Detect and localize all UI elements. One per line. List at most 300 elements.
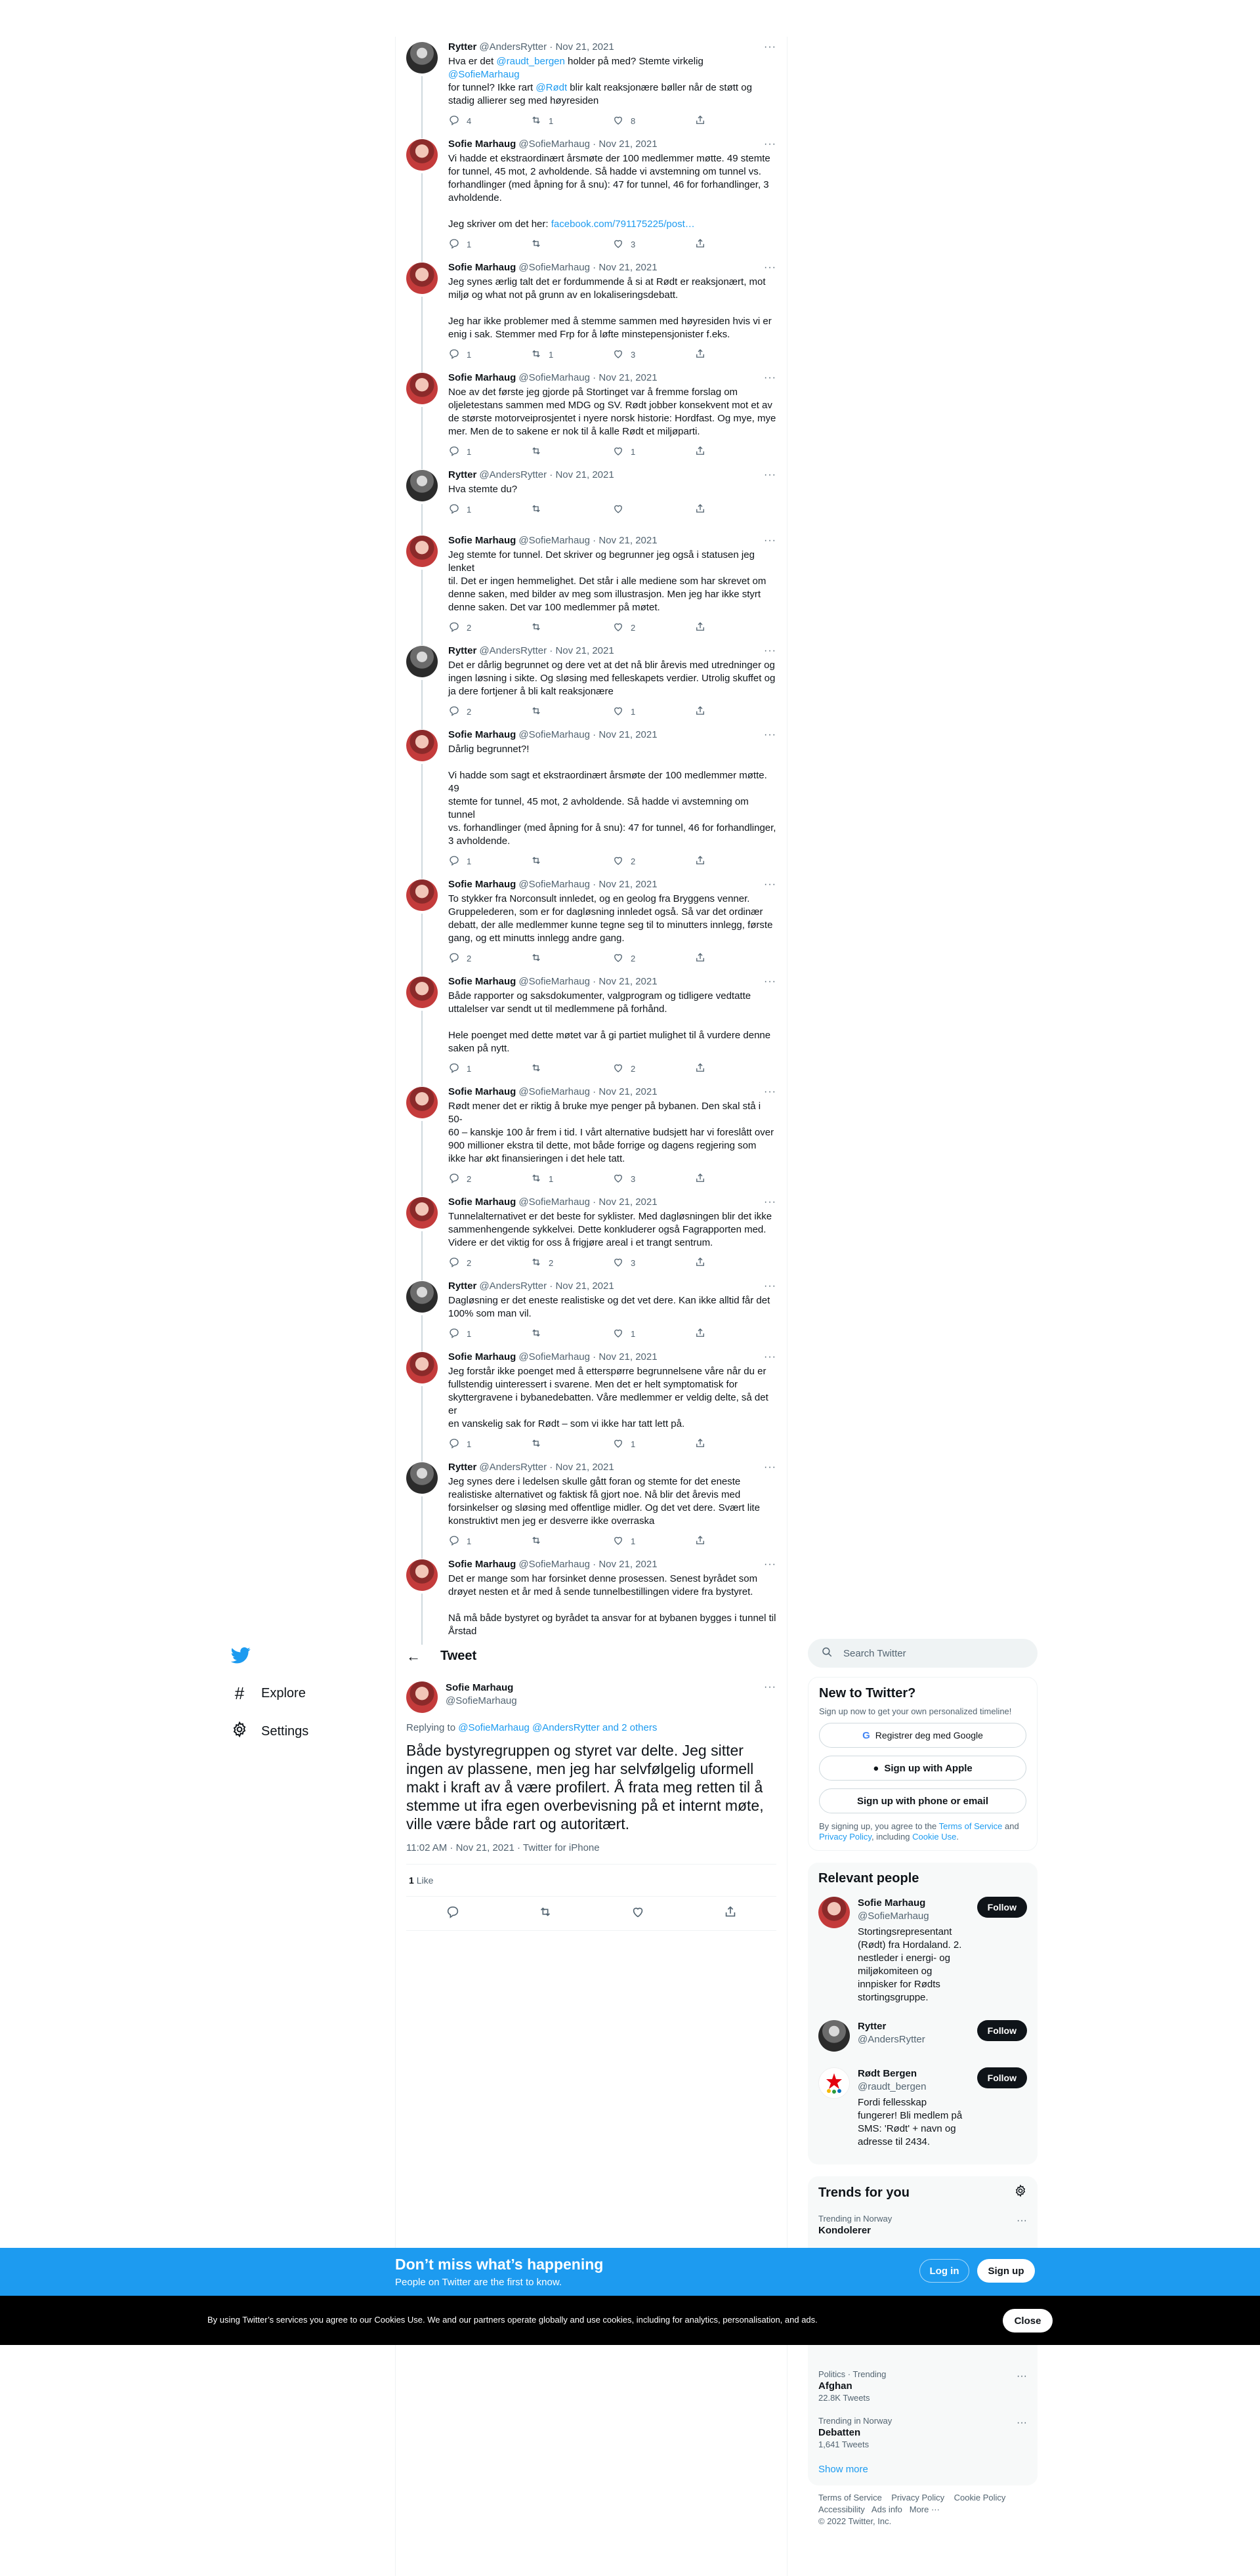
- like-icon: [612, 1062, 624, 1076]
- like-button[interactable]: 3: [612, 1172, 694, 1186]
- retweet-button[interactable]: [530, 503, 612, 517]
- retweet-button[interactable]: 1: [530, 114, 612, 128]
- tweet-date[interactable]: Nov 21, 2021: [555, 1462, 614, 1473]
- retweet-icon: [530, 1534, 542, 1548]
- tweet-header: [448, 1351, 776, 1364]
- reply-button[interactable]: 1: [448, 855, 530, 868]
- thread-tweet[interactable]: [396, 37, 787, 134]
- reply-button[interactable]: 1: [448, 503, 530, 517]
- share-icon: [694, 1534, 706, 1548]
- thread-tweet[interactable]: [396, 641, 787, 725]
- cookie-text: By using Twitter’s services you agree to our Cookies Use. We and our partners operate globally and use cookies, including for analytics, personalisation, and ads.: [207, 2315, 818, 2325]
- avatar[interactable]: [406, 1352, 438, 1383]
- author-name[interactable]: Sofie Marhaug: [448, 1351, 516, 1362]
- like-button[interactable]: 3: [612, 238, 694, 251]
- tweet-date[interactable]: Nov 21, 2021: [555, 41, 614, 53]
- mention-link[interactable]: facebook.com/791175225/post…: [551, 219, 695, 230]
- trend-item[interactable]: Trending in Norway Debatten 1,641 Tweets ···: [818, 2416, 1027, 2449]
- text-segment: Hva er det: [448, 56, 497, 67]
- author-handle[interactable]: @SofieMarhaug: [518, 879, 590, 890]
- avatar[interactable]: [818, 1897, 850, 1928]
- retweet-icon: [530, 238, 542, 251]
- avatar[interactable]: [406, 1462, 438, 1494]
- more-icon[interactable]: ···: [764, 976, 776, 987]
- text-segment: Jeg stemte for tunnel. Det skriver og begrunner jeg også i statusen jeg lenket til. Det er ingen hemmelighet. Det står i alle mediene som har skrevet om denne saken, med bilder av meg som illustrasjon. Men jeg har ikke styrt denne saken. Det var 100 medlemmer på møtet.: [448, 549, 766, 613]
- share-button[interactable]: [694, 855, 776, 868]
- tweet-actions: [448, 705, 776, 719]
- share-icon: [694, 1256, 706, 1270]
- like-button[interactable]: 2: [612, 1062, 694, 1076]
- author-name[interactable]: Sofie Marhaug: [448, 1196, 516, 1208]
- retweet-button[interactable]: [530, 238, 612, 251]
- like-button[interactable]: 1: [612, 445, 694, 459]
- author-handle[interactable]: @SofieMarhaug: [518, 138, 590, 150]
- thread-tweet[interactable]: [396, 1276, 787, 1347]
- google-icon: G: [862, 1729, 870, 1741]
- thread-connector: [421, 764, 423, 879]
- thread-tweet[interactable]: [396, 1347, 787, 1457]
- reply-icon: [448, 855, 460, 868]
- share-button[interactable]: [694, 445, 776, 459]
- like-icon: [612, 705, 624, 719]
- separator-dot: ·: [589, 1351, 599, 1362]
- reply-button[interactable]: 2: [448, 621, 530, 635]
- text-segment: blir kalt reaksjonære bøller når de støtt og stadig allierer seg med høyresiden: [448, 82, 752, 106]
- share-button[interactable]: [694, 705, 776, 719]
- like-button[interactable]: 2: [612, 952, 694, 965]
- tweet-date[interactable]: Nov 21, 2021: [555, 1280, 614, 1292]
- tweet-date[interactable]: Nov 21, 2021: [598, 138, 658, 150]
- like-button[interactable]: 1: [612, 1534, 694, 1548]
- author-name[interactable]: Sofie Marhaug: [448, 976, 516, 987]
- reply-button[interactable]: 4: [448, 114, 530, 128]
- thread-tweet[interactable]: [396, 1554, 787, 1645]
- retweet-button[interactable]: [530, 445, 612, 459]
- share-button[interactable]: [694, 114, 776, 128]
- share-button[interactable]: [694, 1437, 776, 1451]
- thread-connector: [421, 1231, 423, 1280]
- signup-card: [808, 1677, 1038, 1851]
- author-name[interactable]: Sofie Marhaug: [448, 1559, 516, 1570]
- avatar[interactable]: [406, 646, 438, 677]
- share-button[interactable]: [694, 503, 776, 517]
- text-segment: Både rapporter og saksdokumenter, valgprogram og tidligere vedtatte uttalelser var sendt ut til medlemmene på forhånd. Hele poenget med dette møtet var å gi partiet mulighet til å vurdere denne saken på nytt.: [448, 990, 771, 1054]
- rodt-logo-icon[interactable]: [818, 2067, 850, 2099]
- like-icon: [612, 1256, 624, 1270]
- avatar[interactable]: [406, 977, 438, 1008]
- trend-item[interactable]: Trending in Norway Kondolerer ···: [818, 2214, 1027, 2236]
- author-name[interactable]: Sofie Marhaug: [448, 138, 516, 150]
- thread-tweet[interactable]: [396, 725, 787, 874]
- trend-item[interactable]: Politics · Trending Afghan 22.8K Tweets ···: [818, 2369, 1027, 2403]
- like-icon: [612, 114, 624, 128]
- reply-button[interactable]: 1: [448, 1062, 530, 1076]
- avatar[interactable]: [406, 1281, 438, 1313]
- share-icon: [694, 238, 706, 251]
- avatar[interactable]: [406, 470, 438, 501]
- retweet-button[interactable]: 1: [530, 1172, 612, 1186]
- author-name[interactable]: Rytter: [448, 1280, 477, 1292]
- retweet-icon: [530, 952, 542, 965]
- tweet-text: [448, 1294, 776, 1320]
- author-name[interactable]: Sofie Marhaug: [446, 1682, 514, 1693]
- author-handle[interactable]: @SofieMarhaug: [518, 372, 590, 383]
- tweet-text: [448, 152, 776, 231]
- reply-button[interactable]: 1: [448, 238, 530, 251]
- tweet-text: [448, 386, 776, 438]
- more-icon[interactable]: ···: [764, 1681, 776, 1693]
- retweet-icon: [530, 1437, 542, 1451]
- reply-button[interactable]: 1: [448, 445, 530, 459]
- share-icon: [694, 503, 706, 517]
- avatar[interactable]: [406, 42, 438, 74]
- like-button[interactable]: 1: [612, 1437, 694, 1451]
- reply-icon[interactable]: [446, 1905, 460, 1922]
- tweet-text: [448, 55, 776, 108]
- tweet-header: [448, 1280, 776, 1293]
- replying-to-link[interactable]: @SofieMarhaug @AndersRytter and 2 others: [458, 1722, 658, 1733]
- thread-connector: [421, 76, 423, 138]
- login-button[interactable]: Log in: [919, 2259, 969, 2283]
- retweet-icon: [530, 348, 542, 362]
- signup-subtitle: Sign up now to get your own personalized timeline!: [819, 1706, 1012, 1716]
- share-button[interactable]: [694, 1256, 776, 1270]
- tos-link[interactable]: Terms of Service: [938, 1821, 1003, 1831]
- thread-connector: [421, 1315, 423, 1351]
- avatar[interactable]: [406, 1559, 438, 1591]
- more-icon[interactable]: ···: [764, 535, 776, 546]
- author-handle[interactable]: @AndersRytter: [479, 645, 547, 656]
- person-rytter[interactable]: Rytter @AndersRytter Follow: [818, 2012, 1027, 2059]
- reply-button[interactable]: 1: [448, 348, 530, 362]
- footer-link[interactable]: Accessibility: [818, 2504, 865, 2514]
- author-handle[interactable]: @AndersRytter: [479, 469, 547, 480]
- more-icon[interactable]: ···: [764, 1462, 776, 1473]
- footer-link[interactable]: Privacy Policy: [891, 2493, 945, 2502]
- share-button[interactable]: [694, 621, 776, 635]
- share-button[interactable]: [694, 348, 776, 362]
- author-handle[interactable]: @SofieMarhaug: [518, 1196, 590, 1208]
- thread-tweet[interactable]: [396, 1082, 787, 1192]
- more-icon[interactable]: ···: [764, 262, 776, 273]
- retweet-button[interactable]: [530, 855, 612, 868]
- google-signup-button[interactable]: G Registrer deg med Google: [819, 1723, 1026, 1748]
- cookie-link[interactable]: Cookie Use: [912, 1832, 957, 1842]
- like-icon[interactable]: [631, 1905, 645, 1922]
- reply-icon: [448, 445, 460, 459]
- like-icon: [612, 1437, 624, 1451]
- thread-tweet[interactable]: [396, 134, 787, 257]
- avatar[interactable]: [406, 1681, 438, 1713]
- more-icon[interactable]: ···: [764, 1196, 776, 1208]
- share-button[interactable]: [694, 952, 776, 965]
- tweet-date[interactable]: Nov 21, 2021: [598, 729, 658, 740]
- right-sidebar: [808, 1639, 1038, 2534]
- search-input[interactable]: [808, 1639, 1038, 1668]
- text-segment: To stykker fra Norconsult innledet, og en geolog fra Bryggens venner. Gruppelederen, som er for dagløsning innledet også. Så var det ordinær debatt, der alle medlemmer kunne tegne seg til to minutters innlegg, første gang, og ett minutts innlegg andre gang.: [448, 893, 773, 944]
- more-icon[interactable]: ···: [1017, 2417, 1027, 2428]
- thread-tweet[interactable]: [396, 971, 787, 1082]
- avatar[interactable]: [406, 1087, 438, 1118]
- retweet-button[interactable]: [530, 1437, 612, 1451]
- reply-icon: [448, 705, 460, 719]
- tweet-date[interactable]: Nov 21, 2021: [598, 1351, 658, 1362]
- text-segment: Tunnelalternativet er det beste for syklister. Med dagløsningen blir det ikke sammenhengende sykkelvei. Dette konkluderer også Fagrapporten med. Videre er det viktig for oss å frigjøre areal i et trangt sentrum.: [448, 1211, 772, 1248]
- mention-link[interactable]: @SofieMarhaug: [448, 69, 520, 80]
- avatar[interactable]: [818, 2020, 850, 2052]
- author-handle[interactable]: @SofieMarhaug: [518, 535, 590, 546]
- footer-link[interactable]: Ads info: [871, 2504, 902, 2514]
- thread-connector: [421, 570, 423, 645]
- thread-tweet[interactable]: [396, 530, 787, 641]
- author-handle[interactable]: @AndersRytter: [479, 1280, 547, 1292]
- reply-icon: [448, 114, 460, 128]
- text-segment: Noe av det første jeg gjorde på Stortinget var å fremme forslag om oljeletestans sammen med MDG og SV. Rødt jobber konsekvent mot et av de største motorveiprosjentet i nyere norsk historie: Hordfast. Og mye, mye mer. Men de to sakene er nok til å kalle Rødt et miljøparti.: [448, 387, 776, 437]
- like-icon: [612, 1172, 624, 1186]
- person-rodt-bergen[interactable]: Rødt Bergen @raudt_bergen Fordi fellesskap fungerer! Bli medlem på SMS: 'Rødt' + navn og adresse til 2434. Follow: [818, 2059, 1027, 2157]
- author-name[interactable]: Rytter: [448, 469, 477, 480]
- retweet-button[interactable]: [530, 1062, 612, 1076]
- tweet-text: [448, 1573, 776, 1638]
- separator-dot: ·: [589, 729, 599, 740]
- like-button[interactable]: 3: [612, 1256, 694, 1270]
- back-arrow-icon[interactable]: ←: [406, 1647, 421, 1664]
- thread-tweet[interactable]: [396, 257, 787, 368]
- like-icon: [612, 1327, 624, 1341]
- like-icon: [612, 238, 624, 251]
- author-name[interactable]: Sofie Marhaug: [448, 729, 516, 740]
- retweet-icon: [530, 621, 542, 635]
- mention-link[interactable]: @raudt_bergen: [496, 56, 565, 67]
- tweet-header: [448, 138, 776, 151]
- tweet-text: [448, 1475, 776, 1528]
- retweet-button[interactable]: [530, 621, 612, 635]
- like-button[interactable]: 2: [612, 855, 694, 868]
- phone-signup-button[interactable]: Sign up with phone or email: [819, 1788, 1026, 1813]
- avatar[interactable]: [406, 536, 438, 567]
- privacy-link[interactable]: Privacy Policy: [819, 1832, 872, 1842]
- share-button[interactable]: [694, 1534, 776, 1548]
- thread-tweet[interactable]: [396, 1192, 787, 1276]
- author-name[interactable]: Rytter: [448, 1462, 477, 1473]
- author-name[interactable]: Sofie Marhaug: [448, 262, 516, 273]
- tweet-actions: [448, 1256, 776, 1270]
- share-button[interactable]: [694, 1062, 776, 1076]
- author-handle[interactable]: @SofieMarhaug: [518, 262, 590, 273]
- thread-tweet[interactable]: [396, 874, 787, 971]
- thread-tweet[interactable]: [396, 1457, 787, 1554]
- tweet-actions: [448, 1062, 776, 1076]
- follow-button[interactable]: Follow: [977, 2020, 1027, 2041]
- copyright: © 2022 Twitter, Inc.: [818, 2516, 892, 2526]
- thread-tweet[interactable]: [396, 465, 787, 530]
- tweet-text: [448, 659, 776, 698]
- thread-connector: [421, 1386, 423, 1462]
- tweet-date[interactable]: Nov 21, 2021: [598, 1196, 658, 1208]
- more-icon[interactable]: ···: [764, 729, 776, 740]
- nav-settings[interactable]: Settings: [231, 1715, 382, 1748]
- like-icon: [612, 445, 624, 459]
- apple-icon: ●: [873, 1762, 879, 1774]
- author-handle[interactable]: @AndersRytter: [479, 1462, 547, 1473]
- author-handle[interactable]: @SofieMarhaug: [446, 1695, 517, 1706]
- footer-links: [808, 2485, 1038, 2534]
- tweet-text: [448, 549, 776, 614]
- follow-button[interactable]: Follow: [977, 2067, 1027, 2088]
- tweet-header: [448, 1461, 776, 1474]
- tweet-header: [448, 1086, 776, 1099]
- retweet-button[interactable]: [530, 1534, 612, 1548]
- author-handle[interactable]: @SofieMarhaug: [518, 1086, 590, 1097]
- author-name[interactable]: Sofie Marhaug: [448, 879, 516, 890]
- share-button[interactable]: [694, 1172, 776, 1186]
- footer-link[interactable]: More ···: [909, 2504, 940, 2514]
- like-button[interactable]: 8: [612, 114, 694, 128]
- thread-connector: [421, 1011, 423, 1086]
- more-icon[interactable]: ···: [764, 41, 776, 53]
- nav-explore[interactable]: # Explore: [231, 1677, 382, 1710]
- tweet-date[interactable]: Nov 21, 2021: [555, 469, 614, 480]
- author-handle[interactable]: @AndersRytter: [479, 41, 547, 53]
- tweet-text: [448, 1100, 776, 1166]
- avatar[interactable]: [406, 139, 438, 171]
- main-column: [395, 1639, 788, 2576]
- apple-signup-button[interactable]: ● Sign up with Apple: [819, 1756, 1026, 1781]
- reply-icon: [448, 1437, 460, 1451]
- author-handle[interactable]: @SofieMarhaug: [518, 976, 590, 987]
- more-icon[interactable]: ···: [764, 138, 776, 150]
- avatar[interactable]: [406, 730, 438, 761]
- retweet-button[interactable]: [530, 1327, 612, 1341]
- show-more-link[interactable]: Show more: [818, 2464, 868, 2475]
- tweet-date[interactable]: Nov 21, 2021: [598, 262, 658, 273]
- tweet-date[interactable]: Nov 21, 2021: [598, 1086, 658, 1097]
- reply-icon: [448, 1534, 460, 1548]
- retweet-button[interactable]: 2: [530, 1256, 612, 1270]
- signup-button[interactable]: Sign up: [977, 2259, 1035, 2283]
- more-icon[interactable]: ···: [1017, 2371, 1027, 2382]
- settings-gear-icon[interactable]: [1014, 2184, 1027, 2201]
- share-icon: [694, 114, 706, 128]
- focused-tweet: [396, 1674, 787, 1931]
- like-button[interactable]: 3: [612, 348, 694, 362]
- replying-to: Replying to @SofieMarhaug @AndersRytter and 2 others: [406, 1722, 658, 1733]
- author-handle[interactable]: @SofieMarhaug: [518, 729, 590, 740]
- share-icon: [694, 621, 706, 635]
- like-button[interactable]: 2: [612, 621, 694, 635]
- avatar[interactable]: [406, 1197, 438, 1229]
- mention-link[interactable]: @Rødt: [536, 82, 568, 93]
- author-name[interactable]: Rytter: [448, 41, 477, 53]
- reply-button[interactable]: 1: [448, 1534, 530, 1548]
- retweet-button[interactable]: 1: [530, 348, 612, 362]
- more-icon[interactable]: ···: [764, 372, 776, 383]
- author-name[interactable]: Sofie Marhaug: [448, 372, 516, 383]
- reply-button[interactable]: 2: [448, 705, 530, 719]
- author-handle[interactable]: @SofieMarhaug: [518, 1351, 590, 1362]
- like-button[interactable]: 1: [612, 1327, 694, 1341]
- author-handle[interactable]: @SofieMarhaug: [518, 1559, 590, 1570]
- share-icon: [694, 1437, 706, 1451]
- tweet-actions: [448, 1172, 776, 1186]
- tweet-date[interactable]: Nov 21, 2021: [598, 372, 658, 383]
- more-icon[interactable]: ···: [764, 1086, 776, 1097]
- author-name[interactable]: Sofie Marhaug: [448, 1086, 516, 1097]
- share-button[interactable]: [694, 1327, 776, 1341]
- author-name[interactable]: Sofie Marhaug: [448, 535, 516, 546]
- tweet-actions: [448, 952, 776, 965]
- avatar[interactable]: [406, 879, 438, 911]
- retweet-button[interactable]: [530, 705, 612, 719]
- person-sofie[interactable]: Sofie Marhaug @SofieMarhaug Stortingsrepresentant (Rødt) fra Hordaland. 2. nestleder i energi- og miljøkomiteen og innpisker for Rødts stortingsgruppe. Follow: [818, 1889, 1027, 2012]
- tweet-header: [448, 878, 776, 891]
- tweet-date[interactable]: Nov 21, 2021: [555, 645, 614, 656]
- thread-connector: [421, 407, 423, 469]
- reply-button[interactable]: 2: [448, 1256, 530, 1270]
- retweet-button[interactable]: [530, 952, 612, 965]
- share-icon[interactable]: [723, 1905, 738, 1922]
- author-name[interactable]: Rytter: [448, 645, 477, 656]
- share-icon: [694, 952, 706, 965]
- reply-button[interactable]: 2: [448, 1172, 530, 1186]
- thread-tweet[interactable]: [396, 368, 787, 465]
- separator-dot: ·: [547, 469, 556, 480]
- avatar[interactable]: [406, 263, 438, 294]
- retweet-icon: [530, 503, 542, 517]
- avatar[interactable]: [406, 373, 438, 404]
- close-button[interactable]: Close: [1003, 2309, 1053, 2333]
- hashtag-icon: #: [234, 1683, 245, 1703]
- follow-button[interactable]: Follow: [977, 1897, 1027, 1918]
- footer-link[interactable]: Cookie Policy: [954, 2493, 1006, 2502]
- more-icon[interactable]: ···: [764, 469, 776, 480]
- tweet-date[interactable]: Nov 21, 2021: [598, 1559, 658, 1570]
- like-button[interactable]: [612, 503, 694, 517]
- tweet-date[interactable]: Nov 21, 2021: [598, 976, 658, 987]
- more-icon[interactable]: ···: [764, 1280, 776, 1292]
- footer-link[interactable]: Terms of Service: [818, 2493, 882, 2502]
- tweet-date[interactable]: Nov 21, 2021: [598, 535, 658, 546]
- tweet-actions: [448, 238, 776, 251]
- tweet-text: [448, 893, 776, 945]
- more-icon[interactable]: ···: [1017, 2215, 1027, 2226]
- more-icon[interactable]: ···: [764, 1559, 776, 1570]
- twitter-logo-icon[interactable]: [231, 1639, 382, 1672]
- reply-button[interactable]: 1: [448, 1437, 530, 1451]
- search-placeholder: Search Twitter: [843, 1647, 906, 1659]
- search-icon: [821, 1646, 833, 1660]
- reply-button[interactable]: 1: [448, 1327, 530, 1341]
- tweet-actions: [448, 1437, 776, 1451]
- reply-button[interactable]: 2: [448, 952, 530, 965]
- like-button[interactable]: 1: [612, 705, 694, 719]
- share-button[interactable]: [694, 238, 776, 251]
- left-nav: [231, 1639, 382, 1748]
- likes-stat[interactable]: 1 Like: [406, 1864, 776, 1897]
- retweet-icon: [530, 114, 542, 128]
- more-icon[interactable]: ···: [764, 879, 776, 890]
- more-icon[interactable]: ···: [764, 645, 776, 656]
- retweet-icon[interactable]: [538, 1905, 553, 1922]
- retweet-icon: [530, 855, 542, 868]
- tweet-date[interactable]: Nov 21, 2021: [598, 879, 658, 890]
- separator-dot: ·: [547, 645, 556, 656]
- more-icon[interactable]: ···: [764, 1351, 776, 1362]
- reply-icon: [448, 1327, 460, 1341]
- tweet-actions: [406, 1897, 776, 1931]
- tweet-timestamp[interactable]: 11:02 AM · Nov 21, 2021 · Twitter for iPhone: [406, 1842, 600, 1853]
- signup-legal: By signing up, you agree to the Terms of Service and Privacy Policy, including Cookie Use.: [819, 1821, 1019, 1842]
